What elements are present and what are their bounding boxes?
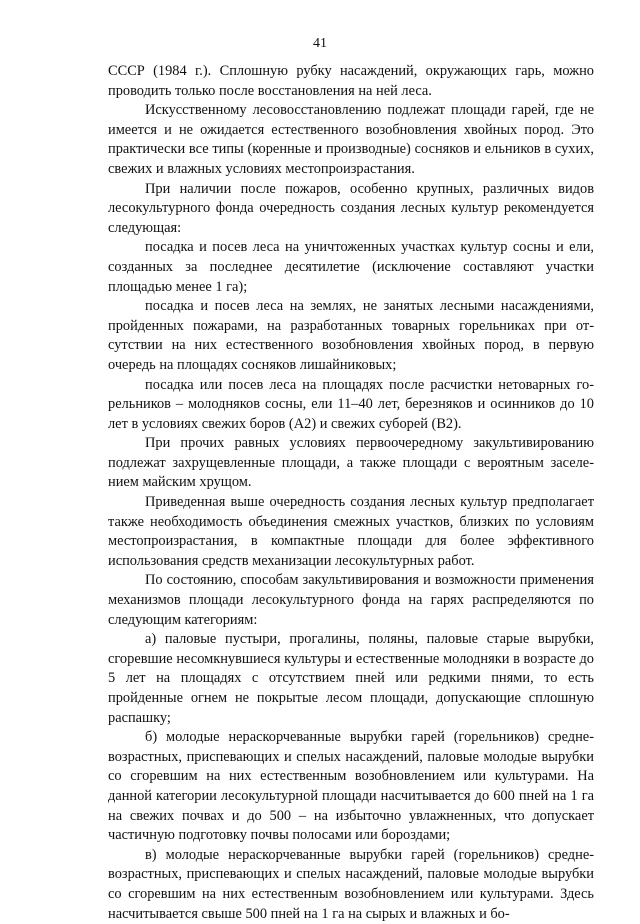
list-item: посадка и посев леса на землях, не занятых лесными насаждениями, пройденных пожарами, на разработанных товарных горельниках при отсутствии на них естественного возобновления хвойных пород, в первую очередь на площадях сосняков лишайниковых;: [108, 298, 594, 373]
page-body: [108, 62, 594, 924]
page-number: 41: [313, 36, 327, 51]
list-item: посадка и посев леса на уничтоженных участках культур сосны и ели, созданных за последнее десятилетие (исключение составляют участки площадью менее 1 га);: [108, 239, 594, 295]
paragraph: По состоянию, способам закультивирования и возможности применения механизмов площади лесокультурного фонда на гарях распределяются по следующим категориям:: [108, 572, 594, 628]
category-item: б) молодые нераскорчеванные вырубки гарей (горельников) средневозрастных, приспевающих и спелых насаждений, паловые молодые вырубки со сгоревшим на них естественным возобновлением или культурами. На данной категории лесокультурной площади насчитывается до 600 пней на 1 га на свежих почвах и до 500 – на избыточно увлажненных, что допускает частичную подготовку почвы полосами или бороздами;: [108, 729, 594, 844]
category-item: в) молодые нераскорчеванные вырубки гарей (горельников) средневозрастных, приспевающих и спелых насаждений, паловые молодые вырубки со сгоревшим на них естественным возобновлением или культурами. Здесь насчитывается свыше 500 пней на 1 га на сырых и влажных и бо-: [108, 846, 594, 922]
category-item: а) паловые пустыри, прогалины, поляны, паловые старые вырубки, сгоревшие несомкнувшиеся культуры и естественные молодняки в возрасте до 5 лет на площадях с отсутствием пней или редкими пнями, то есть пройденные огнем не покрытые лесом площади, допускающие сплошную распашку;: [108, 631, 594, 726]
paragraph: Искусственному лесовосстановлению подлежат площади гарей, где не имеется и не ожидается естественного возобновления хвойных пород. Это практически все типы (коренные и производные) сосняков и ельников в сухих, свежих и влажных условиях местопроизрастания.: [108, 102, 594, 177]
paragraph: Приведенная выше очередность создания лесных культур предполагает также необходимость объединения смежных участков, близких по условиям местопроизрастания, в компактные площади для более эффективного использования средств механизации лесокультурных работ.: [108, 494, 594, 569]
paragraph: СССР (1984 г.). Сплошную рубку насаждений, окружающих гарь, можно проводить только после восстановления на ней леса.: [108, 63, 594, 99]
paragraph: При прочих равных условиях первоочередному закультивированию подлежат захрущевленные площади, а также площади с вероятным заселением майским хрущом.: [108, 435, 594, 491]
list-item: посадка или посев леса на площадях после расчистки нетоварных горельников – молодняков сосны, ели 11–40 лет, березняков и осинников до 10 лет в условиях свежих боров (А2) и свежих суборей (В2).: [108, 376, 594, 432]
paragraph: При наличии после пожаров, особенно крупных, различных видов лесокультурного фонда очередность создания лесных культур рекомендуется следующая:: [108, 180, 594, 236]
